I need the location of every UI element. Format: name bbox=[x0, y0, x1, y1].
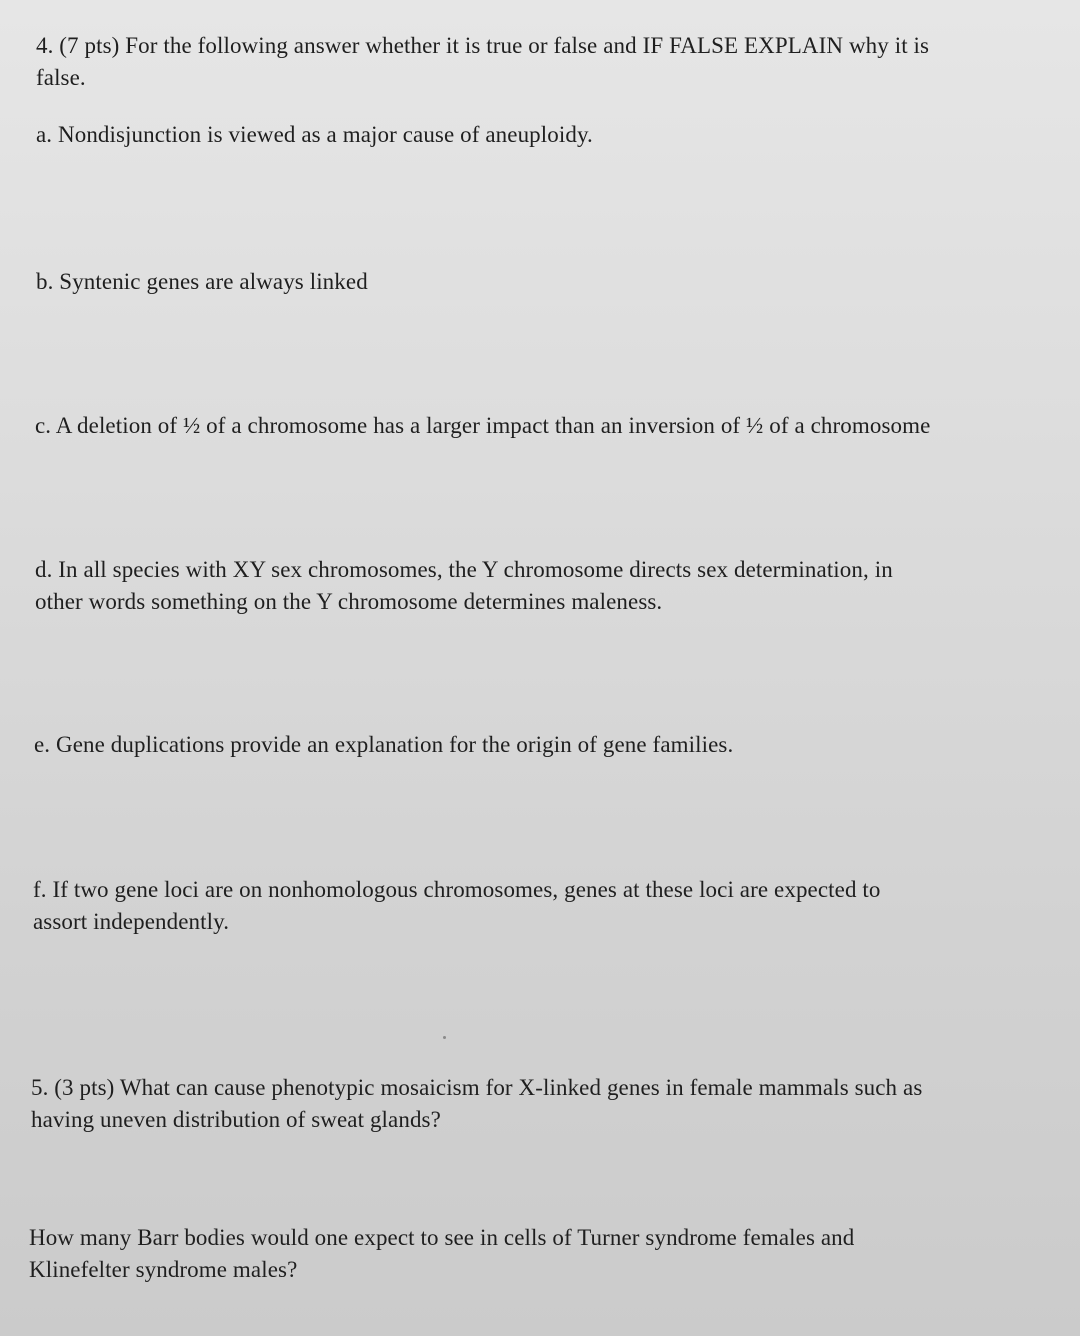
question-4f bbox=[33, 874, 881, 938]
question-4d-line-1: d. In all species with XY sex chromosomes, the Y chromosome directs sex determination, in bbox=[35, 557, 893, 582]
question-5-followup-line-1: How many Barr bodies would one expect to see in cells of Turner syndrome females and bbox=[29, 1225, 855, 1250]
question-5-line-1: 5. (3 pts) What can cause phenotypic mosaicism for X-linked genes in female mammals such as bbox=[31, 1075, 923, 1100]
question-5-line-2: having uneven distribution of sweat glands? bbox=[31, 1107, 441, 1132]
question-4b-text: b. Syntenic genes are always linked bbox=[36, 269, 368, 294]
question-4c bbox=[35, 410, 930, 442]
question-4f-line-2: assort independently. bbox=[33, 909, 230, 934]
question-4c-text: c. A deletion of ½ of a chromosome has a larger impact than an inversion of ½ of a chromosome bbox=[35, 413, 931, 438]
question-4a bbox=[36, 119, 593, 151]
question-4-prompt bbox=[36, 30, 929, 94]
question-4d-line-2: other words something on the Y chromosome determines maleness. bbox=[35, 589, 663, 614]
question-4e-text: e. Gene duplications provide an explanation for the origin of gene families. bbox=[34, 732, 734, 757]
question-4e bbox=[34, 729, 733, 761]
paper-speck bbox=[443, 1036, 446, 1039]
question-4-line-1: 4. (7 pts) For the following answer whether it is true or false and IF FALSE EXPLAIN why it is bbox=[36, 33, 930, 58]
question-4d bbox=[35, 554, 893, 618]
question-4a-text: a. Nondisjunction is viewed as a major cause of aneuploidy. bbox=[36, 122, 593, 147]
question-5-followup-line-2: Klinefelter syndrome males? bbox=[29, 1257, 298, 1282]
question-4-line-2: false. bbox=[36, 65, 86, 90]
question-5-followup bbox=[29, 1222, 854, 1286]
question-4b bbox=[36, 266, 368, 298]
question-5-prompt bbox=[31, 1072, 922, 1136]
question-4f-line-1: f. If two gene loci are on nonhomologous chromosomes, genes at these loci are expected to bbox=[33, 877, 881, 902]
